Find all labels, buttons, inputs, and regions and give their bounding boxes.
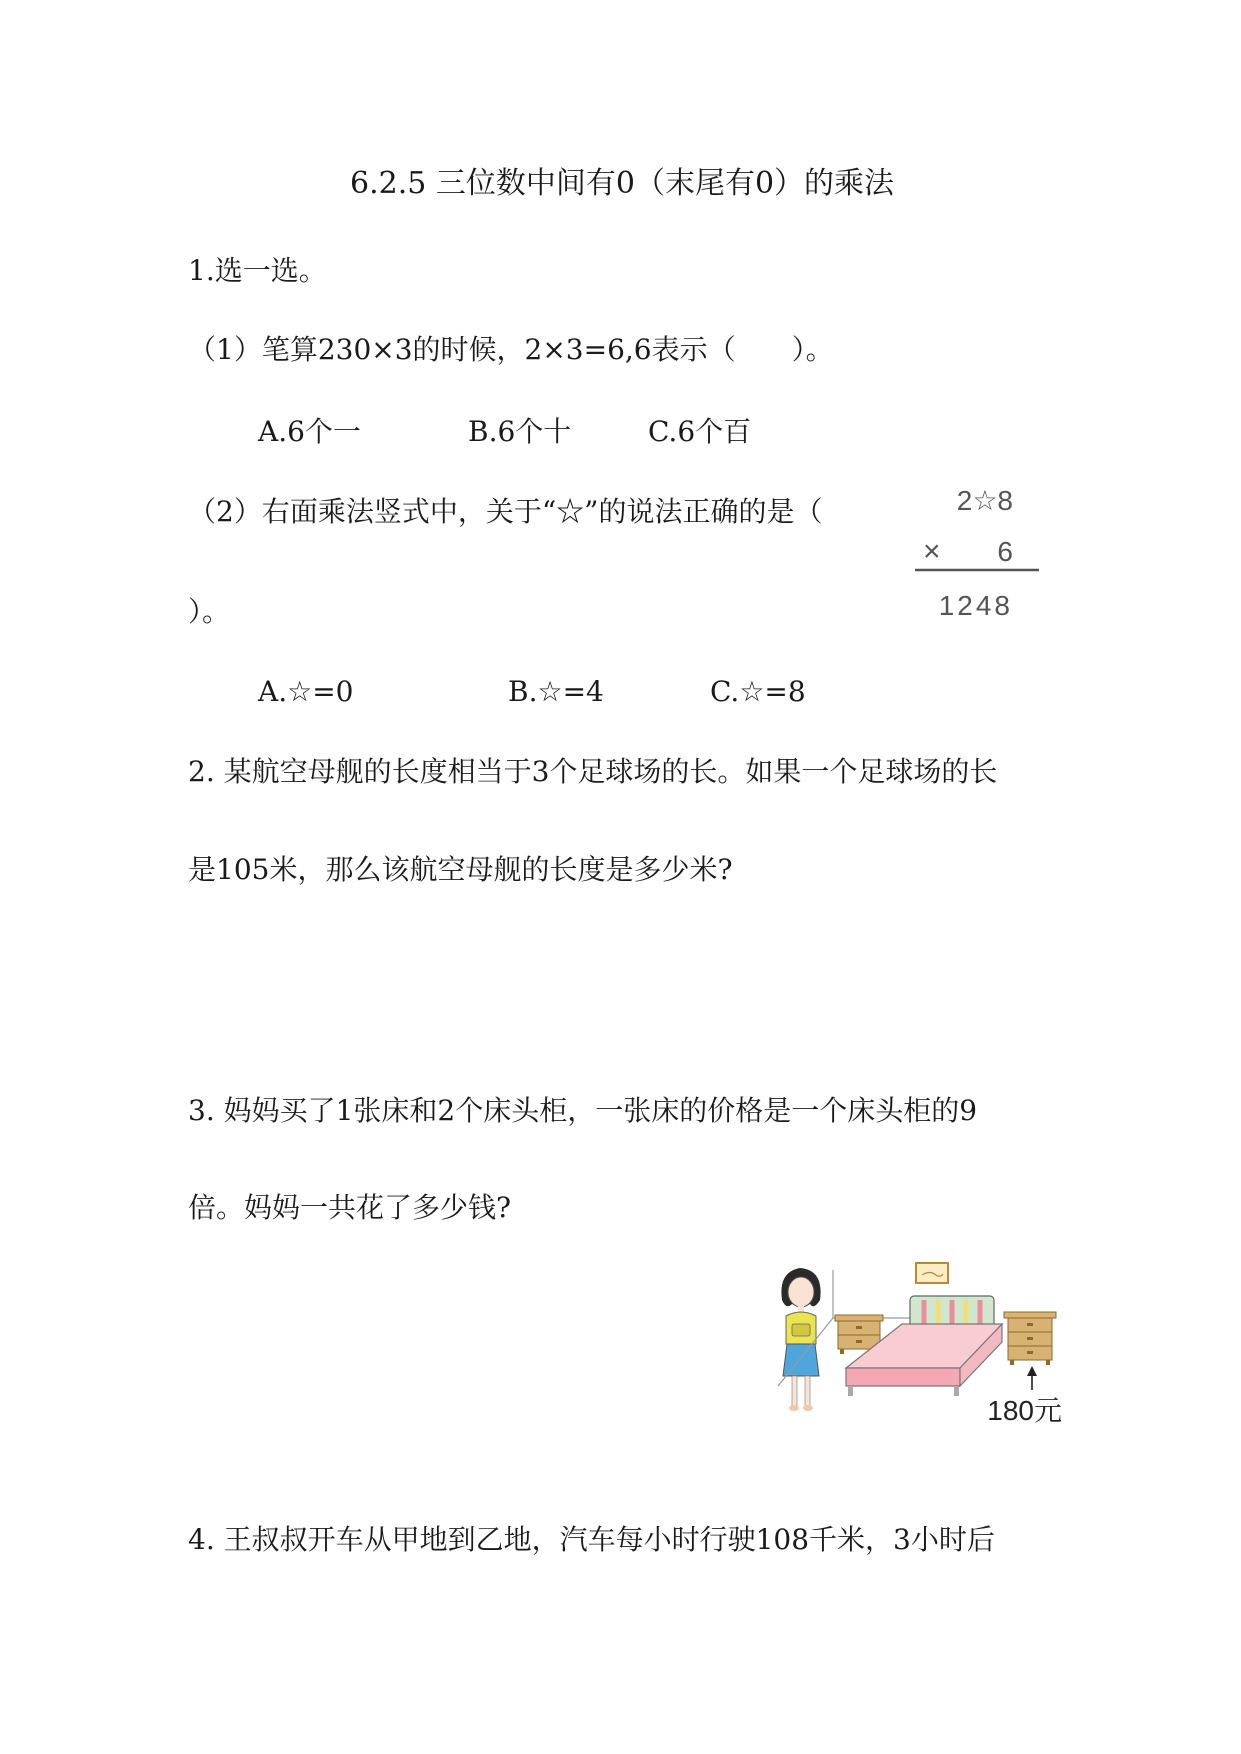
- q1-heading: 1.选一选。: [188, 254, 327, 287]
- price-arrow-icon: [1027, 1366, 1037, 1390]
- q1-sub2-option-c: C.☆=8: [710, 675, 806, 708]
- q2-line1: 2. 某航空母舰的长度相当于3个足球场的长。如果一个足球场的长: [188, 755, 998, 788]
- mother-figure-icon: [781, 1268, 820, 1411]
- vertical-multiplier: 6: [997, 536, 1013, 567]
- wall-picture-icon: [916, 1263, 948, 1283]
- q2-line2: 是105米，那么该航空母舰的长度是多少米?: [188, 853, 733, 886]
- q1-sub1-option-b: B.6个十: [468, 415, 572, 448]
- vertical-result: 1248: [938, 590, 1013, 621]
- vertical-operator: ×: [923, 535, 941, 568]
- q1-sub1-stem: （1）笔算230×3的时候，2×3=6,6表示（ ）。: [188, 333, 834, 366]
- q4-line1: 4. 王叔叔开车从甲地到乙地，汽车每小时行驶108千米，3小时后: [188, 1523, 995, 1556]
- q3-line1: 3. 妈妈买了1张床和2个床头柜，一张床的价格是一个床头柜的9: [188, 1094, 978, 1127]
- q1-sub2-option-b: B.☆=4: [508, 675, 604, 708]
- right-nightstand-icon: [1004, 1312, 1056, 1365]
- q1-sub1-option-c: C.6个百: [648, 415, 752, 448]
- vertical-multiplication: [905, 482, 1055, 632]
- vertical-top-number: 2☆8: [956, 485, 1013, 516]
- bedroom-illustration: [770, 1258, 1070, 1428]
- price-label: 180元: [987, 1395, 1062, 1426]
- q1-sub2-option-a: A.☆=0: [258, 675, 354, 708]
- q1-sub1-option-a: A.6个一: [258, 415, 361, 448]
- q1-sub2-stem-line1: （2）右面乘法竖式中，关于“☆”的说法正确的是（: [188, 495, 823, 528]
- q1-sub2-stem-line2: ）。: [188, 595, 231, 628]
- q3-line2: 倍。妈妈一共花了多少钱?: [188, 1191, 512, 1224]
- page-title: 6.2.5 三位数中间有0（末尾有0）的乘法: [350, 166, 895, 201]
